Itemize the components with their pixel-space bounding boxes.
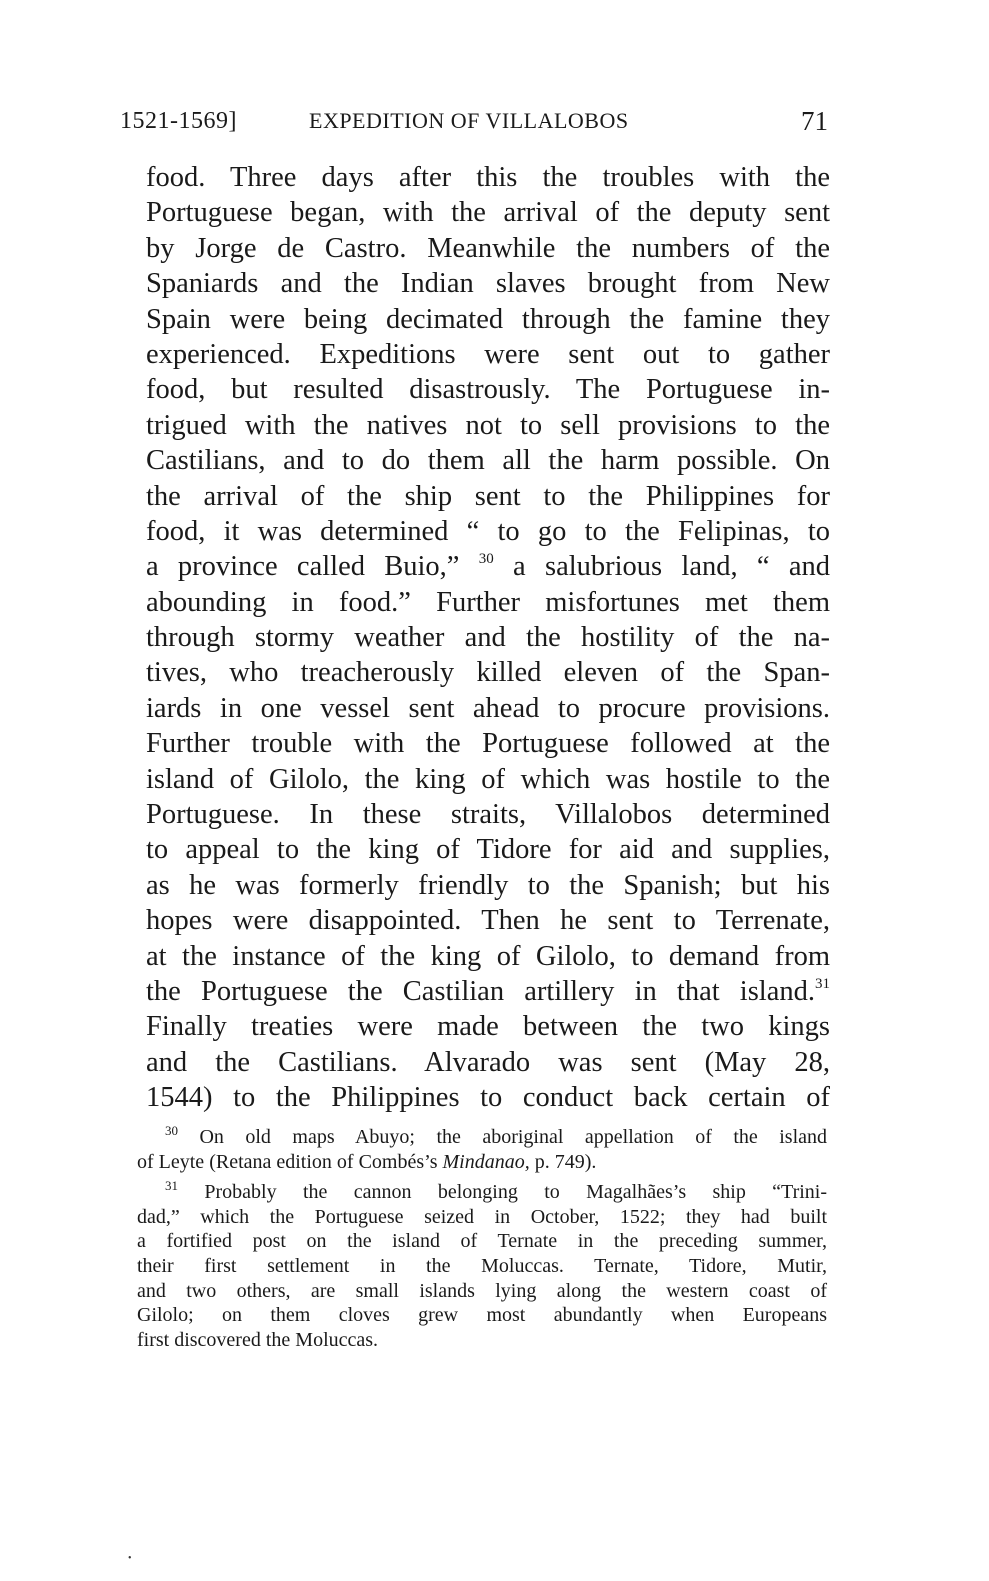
footnote-31-line: Gilolo; on them cloves grew most abundantly when Europeans — [137, 1304, 827, 1327]
footnote-ref-30: 30 — [478, 551, 494, 568]
text-line: the arrival of the ship sent to the Philippines for — [146, 480, 830, 512]
footnote-30-mark: 30 — [165, 1123, 178, 1138]
text-line: 1544) to the Philippines to conduct back certain of — [146, 1082, 830, 1114]
text-line: through stormy weather and the hostility of the na- — [146, 622, 830, 654]
text-line-with-footnote-ref — [146, 549, 830, 584]
footnote-31-mark: 31 — [165, 1178, 178, 1194]
footnote-31-line: a fortified post on the island of Ternate in the preceding summer, — [137, 1230, 827, 1253]
text-fragment: p. 749). — [529, 1150, 597, 1173]
footnote-31-line — [137, 1180, 827, 1205]
text-fragment: the Portuguese the Castilian artillery in that island. — [146, 975, 815, 1007]
header-title: EXPEDITION OF VILLALOBOS — [309, 108, 629, 133]
footnote-30-line — [137, 1125, 827, 1150]
text-line: as he was formerly friendly to the Spanish; but his — [146, 869, 830, 901]
scan-speck: • — [128, 1553, 132, 1564]
text-line: Spain were being decimated through the famine they — [146, 303, 830, 335]
text-line: to appeal to the king of Tidore for aid and supplies, — [146, 834, 830, 866]
header-year-range: 1521-1569] — [120, 108, 237, 134]
footnote-30-line — [137, 1150, 827, 1175]
text-line: tives, who treacherously killed eleven of the Span- — [146, 657, 830, 689]
text-line: at the instance of the king of Gilolo, to demand from — [146, 940, 830, 972]
text-line: Further trouble with the Portuguese followed at the — [146, 728, 830, 760]
footnote-31-line: their first settlement in the Moluccas. Ternate, Tidore, Mutir, — [137, 1254, 827, 1277]
page-number: 71 — [801, 106, 828, 136]
text-line: food, but resulted disastrously. The Portuguese in- — [146, 374, 830, 406]
text-line: by Jorge de Castro. Meanwhile the numbers of the — [146, 232, 830, 264]
running-header — [120, 101, 828, 141]
text-line: food. Three days after this the troubles with the — [146, 162, 830, 193]
text-line: Portuguese began, with the arrival of the deputy sent — [146, 197, 830, 229]
text-fragment: On old maps Abuyo; the aboriginal appellation of the island — [199, 1126, 828, 1148]
text-line: hopes were disappointed. Then he sent to Terrenate, — [146, 905, 830, 937]
text-line: Portuguese. In these straits, Villalobos determined — [146, 799, 830, 831]
text-line: Finally treaties were made between the two kings — [146, 1011, 830, 1043]
text-line: island of Gilolo, the king of which was hostile to the — [146, 763, 830, 795]
text-line: Castilians, and to do them all the harm possible. On — [146, 445, 830, 477]
text-line: trigued with the natives not to sell provisions to the — [146, 409, 830, 441]
footnote-31-line: dad,” which the Portuguese seized in October, 1522; they had built — [137, 1205, 827, 1228]
text-fragment: a province called Buio,” — [146, 551, 460, 583]
text-line-with-footnote-ref — [146, 974, 830, 1009]
footnote-31-line: first discovered the Moluccas. — [137, 1328, 379, 1351]
main-text — [146, 160, 830, 1116]
text-line: Spaniards and the Indian slaves brought from New — [146, 268, 830, 300]
text-line: experienced. Expeditions were sent out to gather — [146, 338, 830, 370]
footnote-ref-31: 31 — [815, 975, 830, 992]
footnotes — [137, 1125, 827, 1352]
text-line: food, it was determined “ to go to the Felipinas, to — [146, 515, 830, 547]
text-fragment: of Leyte (Retana edition of Combés’s — [137, 1150, 443, 1173]
text-fragment: Probably the cannon belonging to Magalhães’s ship “Trini- — [204, 1181, 828, 1204]
text-fragment: a salubrious land, “ and — [493, 551, 830, 583]
text-line: and the Castilians. Alvarado was sent (May 28, — [146, 1046, 830, 1078]
text-line: iards in one vessel sent ahead to procure provisions. — [146, 692, 830, 724]
book-title: Mindanao, — [442, 1150, 530, 1173]
text-line: abounding in food.” Further misfortunes met them — [146, 586, 830, 618]
footnote-31-line: and two others, are small islands lying along the western coast of — [137, 1279, 827, 1302]
